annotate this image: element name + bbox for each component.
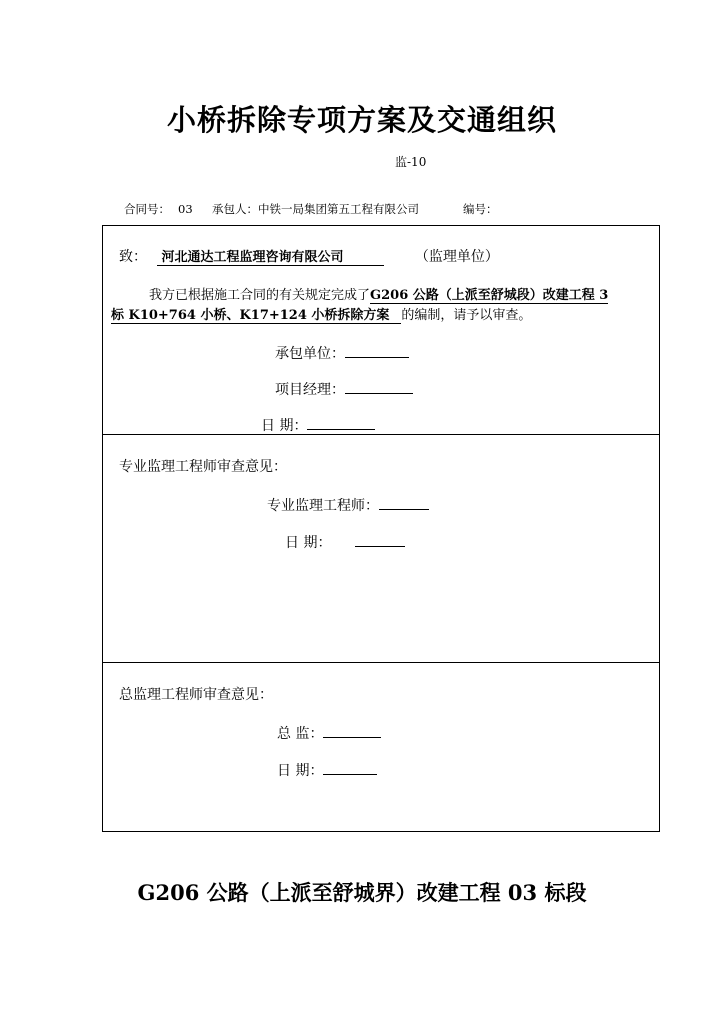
contractor (212, 201, 419, 217)
document-number-label: 编号： (463, 202, 498, 216)
contractor-label: 承包人： (212, 202, 258, 216)
contractor-value: 中铁一局集团第五工程有限公司 (258, 202, 419, 216)
supervisor-role: （监理单位） (414, 249, 499, 265)
date-field-2[interactable] (355, 530, 405, 547)
contractor-unit-field[interactable] (345, 341, 409, 358)
supervisor-company: 河北通达工程监理咨询有限公司 (157, 246, 384, 266)
date-line-3 (277, 758, 377, 780)
body-prefix: 我方已根据施工合同的有关规定完成了 (149, 288, 371, 303)
contractor-unit-label: 承包单位： (275, 346, 345, 362)
chief-heading: 总监理工程师审查意见： (119, 687, 273, 703)
project-manager-line (275, 377, 413, 399)
to-label: 致： (119, 249, 147, 265)
contract-number (124, 201, 193, 217)
project-name-cont: 标 K10+764 小桥、K17+124 小桥拆除方案 (111, 308, 401, 324)
contract-value: 03 (178, 202, 193, 216)
recipient-line (119, 246, 499, 266)
chief-supervisor-label: 总 监： (277, 726, 324, 742)
contractor-unit-line (275, 341, 409, 363)
date-line-2 (285, 530, 405, 552)
date-field-1[interactable] (307, 413, 375, 430)
chief-supervisor-field[interactable] (323, 721, 381, 738)
specialist-heading: 专业监理工程师审查意见： (119, 459, 287, 475)
contract-label: 合同号： (124, 202, 170, 216)
body-line-1 (149, 284, 608, 303)
date-field-3[interactable] (323, 758, 377, 775)
date-label-2: 日 期： (285, 535, 332, 551)
specialist-review-section (102, 434, 660, 663)
submission-section (102, 225, 660, 435)
body-suffix: 的编制，请予以审查。 (401, 308, 532, 323)
chief-review-section (102, 662, 660, 832)
footer-project-name: G206 公路（上派至舒城界）改建工程 03 标段 (137, 880, 587, 905)
chief-supervisor-line (277, 721, 381, 743)
project-manager-field[interactable] (345, 377, 413, 394)
specialist-engineer-line (267, 493, 429, 515)
document-title: 小桥拆除专项方案及交通组织 (166, 103, 557, 137)
date-label-3: 日 期： (277, 763, 324, 779)
date-label-1: 日 期： (261, 418, 308, 434)
specialist-engineer-field[interactable] (379, 493, 429, 510)
date-line-1 (261, 413, 375, 435)
body-line-2 (111, 304, 531, 323)
form-code: 监-10 (395, 155, 427, 169)
project-manager-label: 项目经理： (275, 382, 345, 398)
project-name: G206 公路（上派至舒城段）改建工程 3 (370, 288, 609, 303)
specialist-engineer-label: 专业监理工程师： (267, 498, 379, 514)
